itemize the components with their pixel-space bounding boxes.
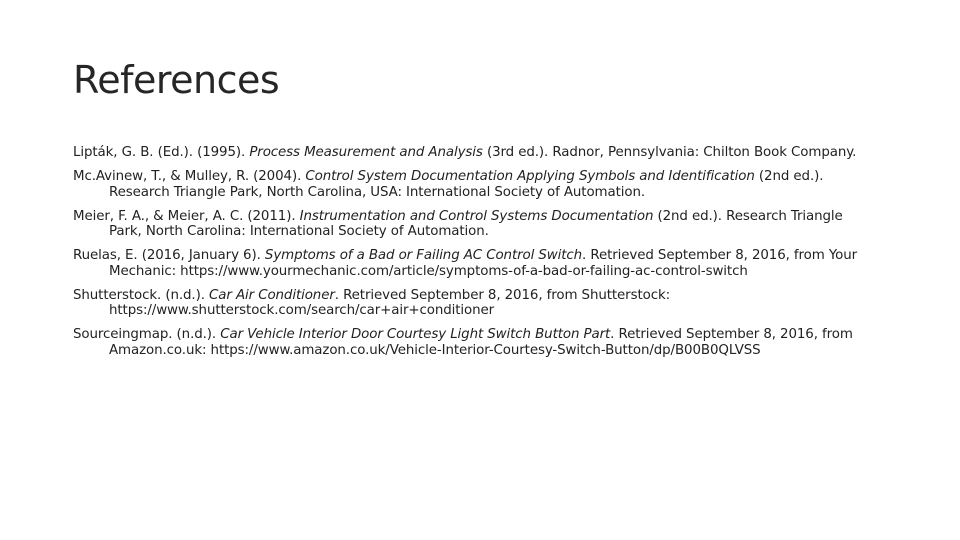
page-title: References — [73, 58, 280, 102]
reference-details: (3rd ed.). Radnor, Pennsylvania: Chilton Book Company. — [482, 145, 857, 160]
reference-authors: Sourceingmap. (n.d.). — [73, 327, 221, 342]
reference-item — [73, 145, 873, 161]
reference-authors: Lipták, G. B. (Ed.). (1995). — [73, 145, 250, 160]
reference-work-title: Car Air Conditioner — [209, 287, 335, 303]
reference-authors: Meier, F. A., & Meier, A. C. (2011). — [73, 208, 300, 224]
reference-details: (2nd ed.). Research Triangle Park, North Carolina: International Society of Automation. — [109, 208, 843, 239]
reference-authors: Shutterstock. (n.d.). — [73, 287, 210, 303]
reference-item — [73, 209, 873, 240]
reference-item — [73, 327, 873, 358]
reference-work-title: Symptoms of a Bad or Failing AC Control Switch — [264, 248, 583, 263]
reference-authors: Ruelas, E. (2016, January 6). — [73, 248, 265, 263]
reference-authors: Mc.Avinew, T., & Mulley, R. (2004). — [73, 169, 306, 184]
reference-item — [73, 248, 873, 279]
reference-details: . Retrieved September 8, 2016, from Your Mechanic: https://www.yourmechanic.com/article/symptoms-of-a-bad-or-failing-ac-control-switch — [109, 248, 858, 279]
reference-details: . Retrieved September 8, 2016, from Shutterstock: https://www.shutterstock.com/search/car+air+conditioner — [109, 287, 671, 318]
reference-list — [73, 145, 873, 367]
reference-details: . Retrieved September 8, 2016, from Amazon.co.uk: https://www.amazon.co.uk/Vehicle-Interior-Courtesy-Switch-Button/dp/B00B0QLVSS — [109, 327, 853, 358]
reference-item — [73, 288, 873, 319]
reference-work-title: Car Vehicle Interior Door Courtesy Light Switch Button Part — [220, 327, 611, 342]
reference-work-title: Process Measurement and Analysis — [249, 145, 483, 160]
reference-details: (2nd ed.). Research Triangle Park, North Carolina, USA: International Society of Automation. — [109, 169, 824, 200]
reference-item — [73, 169, 873, 200]
reference-work-title: Control System Documentation Applying Symbols and Identification — [305, 169, 755, 184]
reference-work-title: Instrumentation and Control Systems Documentation — [299, 208, 654, 224]
